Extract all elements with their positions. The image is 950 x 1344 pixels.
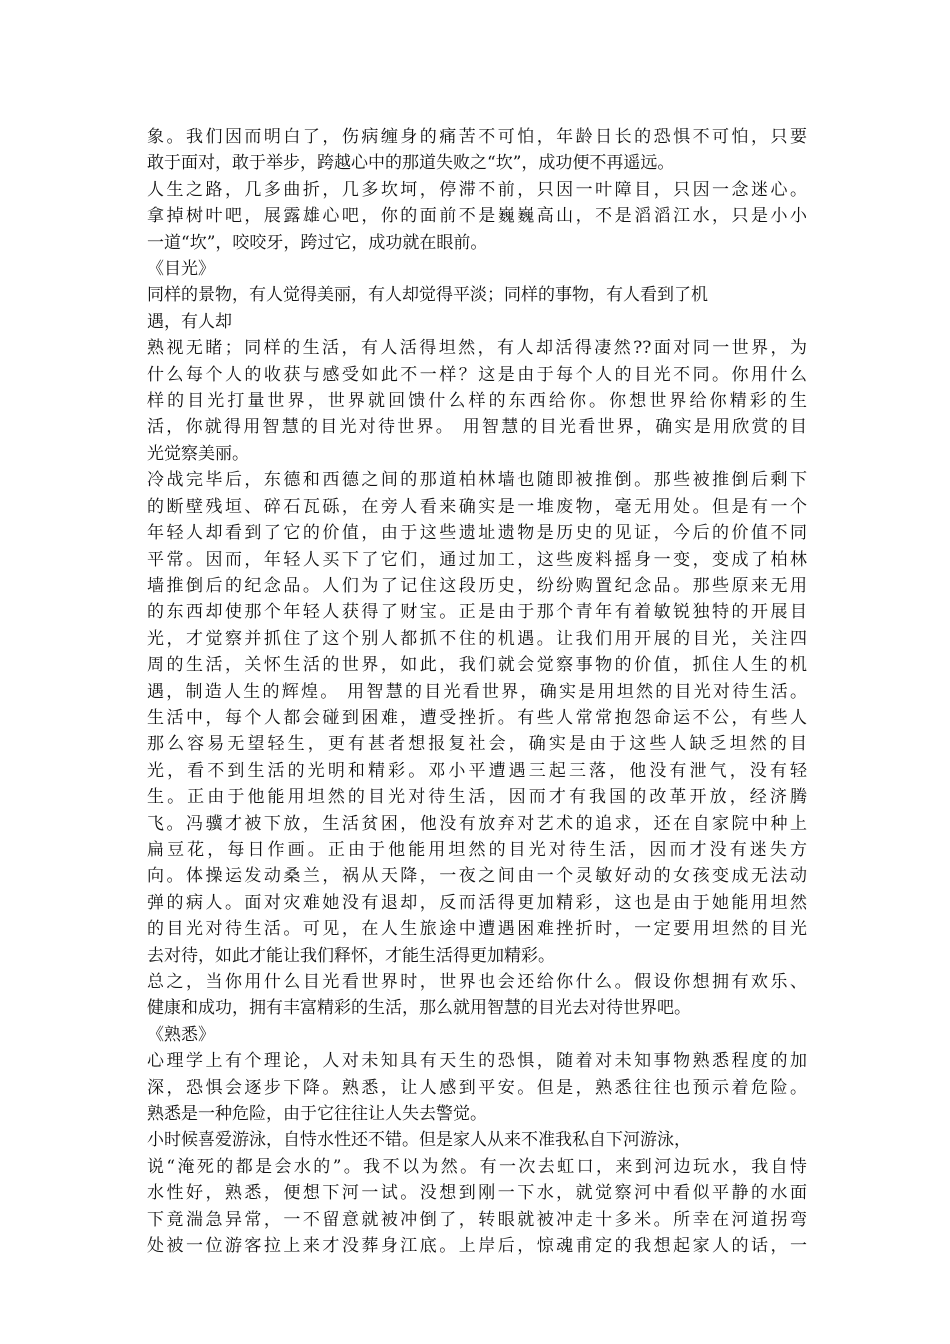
text-line: 下竟湍急异常，一不留意就被冲倒了，转眼就被冲走十多米。所幸在河道拐弯 [147,1209,807,1230]
text-line: 的目光对待生活。可见，在人生旅途中遭遇困难挫折时，一定要用坦然的目光 [147,919,807,940]
text-line: 光，才觉察并抓住了这个别人都抓不住的机遇。让我们用开展的目光，关注四 [147,628,807,649]
text-line: 遇，制造人生的辉煌。 用智慧的目光看世界，确实是用坦然的目光对待生活。 [147,681,807,702]
text-line: 墙推倒后的纪念品。人们为了记住这段历史，纷纷购置纪念品。那些原来无用 [147,575,807,596]
text-line: 弹的病人。面对灾难她没有退却，反而活得更加精彩，这也是由于她能用坦然 [147,892,807,913]
text-line: 的东西却使那个年轻人获得了财宝。正是由于那个青年有着敏锐独特的开展目 [147,602,807,623]
section-title: 《目光》 [147,259,215,280]
text-line: 象。我们因而明白了，伤病缠身的痛苦不可怕，年龄日长的恐惧不可怕，只要 [147,127,807,147]
text-line: 熟视无睹；同样的生活，有人活得坦然，有人却活得凄然??面对同一世界，为 [147,338,807,359]
text-line: 同样的景物，有人觉得美丽，有人却觉得平淡；同样的事物，有人看到了机 [147,285,708,306]
text-line: 遇，有人却 [147,311,232,332]
text-line: 年轻人却看到了它的价值，由于这些遗址遗物是历史的见证，今后的价值不同 [147,523,807,544]
text-line: 周的生活，关怀生活的世界，如此，我们就会觉察事物的价值，抓住人生的机 [147,655,807,676]
text-line: 光觉察美丽。 [147,443,249,464]
text-line: 深，恐惧会逐步下降。熟悉，让人感到平安。但是，熟悉往往也预示着危险。 [147,1077,807,1098]
text-line: 生活中，每个人都会碰到困难，遭受挫折。有些人常常抱怨命运不公，有些人 [147,707,807,728]
text-line: 样的目光打量世界，世界就回馈什么样的东西给你。你想世界给你精彩的生 [147,391,807,412]
text-line: 健康和成功，拥有丰富精彩的生活，那么就用智慧的目光去对待世界吧。 [147,998,691,1019]
text-line: 总之，当你用什么目光看世界时，世界也会还给你什么。假设你想拥有欢乐、 [147,972,807,992]
text-line: 小时候喜爱游泳，自恃水性还不错。但是家人从来不准我私自下河游泳， [147,1130,691,1151]
text-line: 生。正由于他能用坦然的目光对待生活，因而才有我国的改革开放，经济腾 [147,787,807,808]
text-line: 冷战完毕后，东德和西德之间的那道柏林墙也随即被推倒。那些被推倒后剩下 [147,470,807,491]
section-title: 《熟悉》 [147,1024,215,1045]
text-line: 心理学上有个理论，人对未知具有天生的恐惧，随着对未知事物熟悉程度的加 [147,1051,807,1072]
text-line: 向。体操运发动桑兰，祸从天降，一夜之间由一个灵敏好动的女孩变成无法动 [147,866,807,887]
text-line: 说“淹死的都是会水的”。我不以为然。有一次去虹口，来到河边玩水，我自恃 [147,1156,807,1177]
text-line: 什么每个人的收获与感受如此不一样？这是由于每个人的目光不同。你用什么 [147,364,807,385]
text-line: 扁豆花，每日作画。正由于他能用坦然的目光对待生活，因而才没有迷失方 [147,839,807,860]
text-line: 一道“坎”，咬咬牙，跨过它，成功就在眼前。 [147,232,488,253]
text-line: 敢于面对，敢于举步，跨越心中的那道失败之“坎”，成功便不再遥远。 [147,153,675,174]
text-line: 熟悉是一种危险，由于它往往让人失去警觉。 [147,1104,487,1125]
text-line: 活，你就得用智慧的目光对待世界。 用智慧的目光看世界，确实是用欣赏的目 [147,417,807,438]
text-line: 处被一位游客拉上来才没葬身江底。上岸后，惊魂甫定的我想起家人的话，一 [147,1236,807,1257]
text-line: 飞。冯骥才被下放，生活贫困，他没有放弃对艺术的追求，还在自家院中种上 [147,813,807,834]
text-line: 水性好，熟悉，便想下河一试。没想到刚一下水，就觉察河中看似平静的水面 [147,1183,807,1204]
document-page [147,124,807,1259]
text-line: 人生之路，几多曲折，几多坎坷，停滞不前，只因一叶障目，只因一念迷心。 [147,179,807,200]
text-line: 拿掉树叶吧，展露雄心吧，你的面前不是巍巍高山，不是滔滔江水，只是小小 [147,206,807,227]
text-line: 那么容易无望轻生，更有甚者想报复社会，确实是由于这些人缺乏坦然的目 [147,734,807,755]
text-line: 平常。因而，年轻人买下了它们，通过加工，这些废料摇身一变，变成了柏林 [147,549,807,570]
text-line: 光，看不到生活的光明和精彩。邓小平遭遇三起三落，他没有泄气，没有轻 [147,760,807,781]
text-line: 去对待，如此才能让我们释怀，才能生活得更加精彩。 [147,945,555,966]
text-line: 的断壁残垣、碎石瓦砾，在旁人看来确实是一堆废物，毫无用处。但是有一个 [147,496,807,517]
